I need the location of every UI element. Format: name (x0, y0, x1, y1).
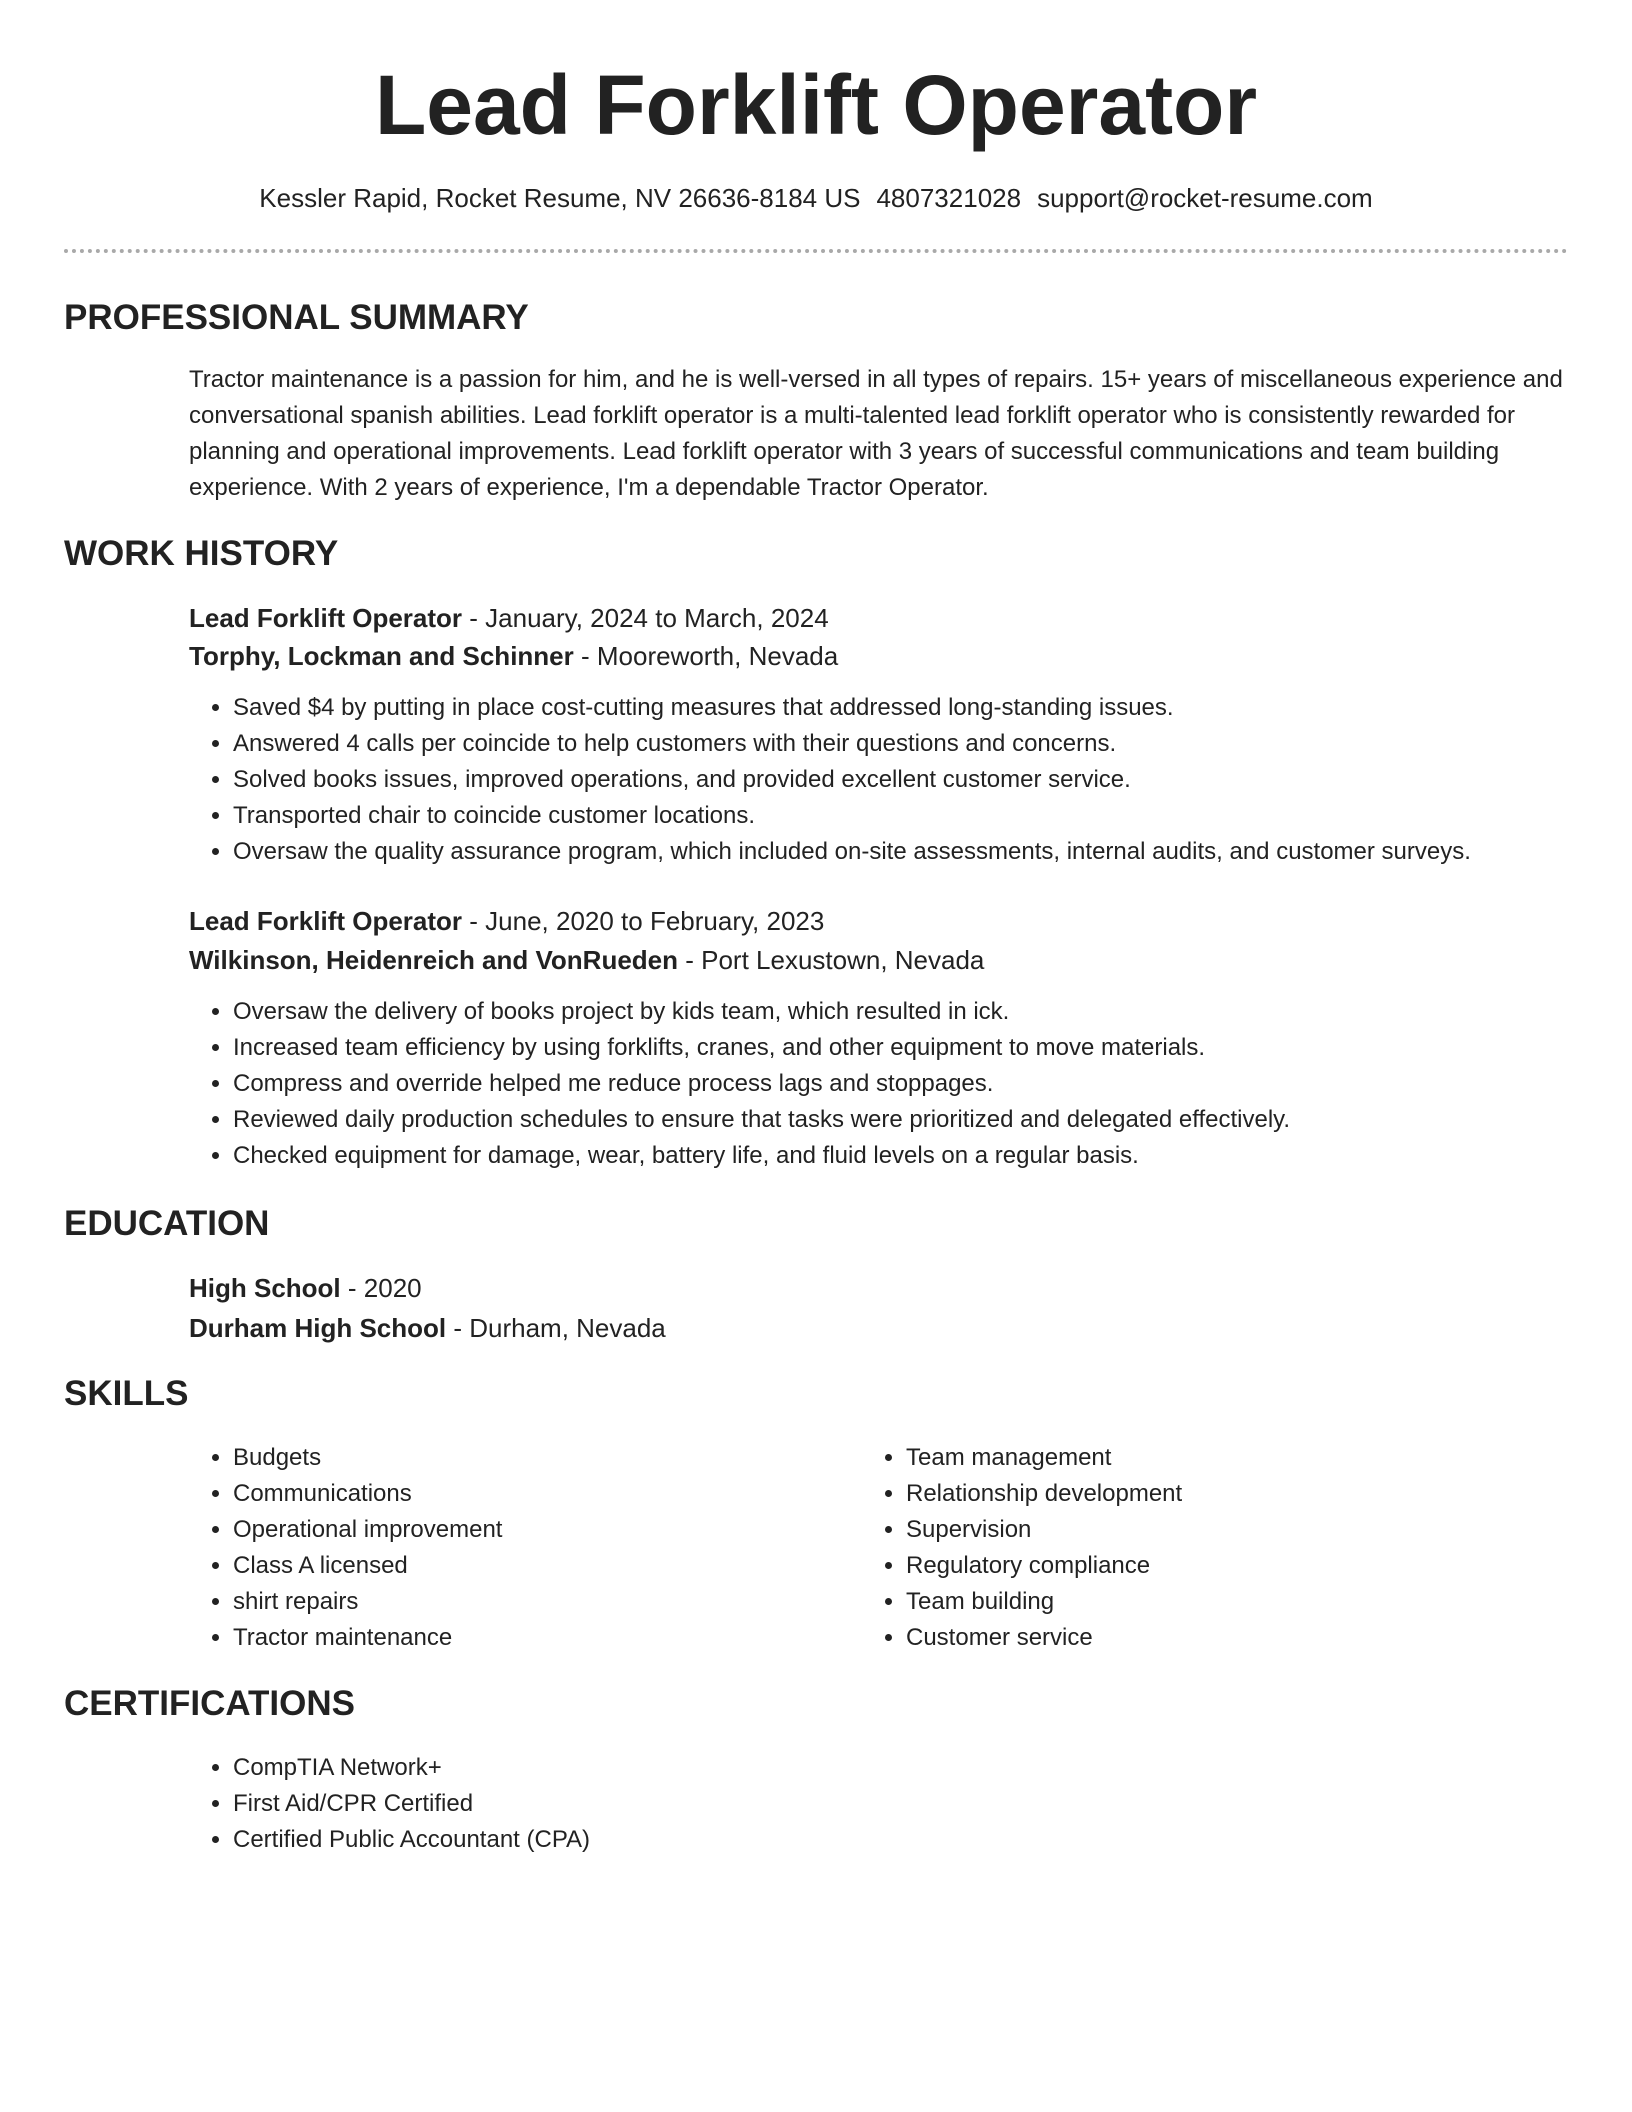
skill-item: • shirt repairs (233, 1584, 502, 1620)
contact-address: Kessler Rapid, Rocket Resume, NV 26636-8184 US (259, 183, 861, 213)
list-item: • Reviewed daily production schedules to ensure that tasks were prioritized and delegated effectively. (233, 1102, 1613, 1138)
skill-item: • Relationship development (906, 1476, 1182, 1512)
education-school: Durham High School (189, 1313, 447, 1343)
list-item: • Solved books issues, improved operations, and provided excellent customer service. (233, 762, 1613, 798)
contact-email: support@rocket-resume.com (1037, 183, 1373, 213)
header-divider (64, 249, 1568, 253)
list-item: • Answered 4 calls per coincide to help customers with their questions and concerns. (233, 726, 1613, 762)
job-2-title-line (189, 903, 824, 939)
job-1-company: Torphy, Lockman and Schinner (189, 641, 574, 671)
job-2-bullets (189, 994, 1613, 1174)
job-2-role: Lead Forklift Operator (189, 906, 463, 936)
skill-item: • Team building (906, 1584, 1182, 1620)
summary-heading: PROFESSIONAL SUMMARY (64, 298, 529, 337)
education-location: - Durham, Nevada (446, 1313, 666, 1343)
skill-item: • Class A licensed (233, 1548, 502, 1584)
job-2-dates: - June, 2020 to February, 2023 (462, 906, 825, 936)
certifications-list (189, 1750, 590, 1858)
job-1-title-line (189, 600, 829, 636)
list-item: • Saved $4 by putting in place cost-cutting measures that addressed long-standing issues. (233, 690, 1613, 726)
education-year: - 2020 (340, 1273, 422, 1303)
skill-item: • Tractor maintenance (233, 1620, 502, 1656)
skill-item: • Communications (233, 1476, 502, 1512)
skill-item: • Regulatory compliance (906, 1548, 1182, 1584)
skill-item: • Team management (906, 1440, 1182, 1476)
resume-name: Lead Forklift Operator (374, 58, 1258, 152)
skill-item: • Supervision (906, 1512, 1182, 1548)
job-1-location: - Mooreworth, Nevada (573, 641, 839, 671)
contact-phone: 4807321028 (876, 183, 1022, 213)
list-item: • Transported chair to coincide customer locations. (233, 798, 1613, 834)
job-2-company: Wilkinson, Heidenreich and VonRueden (189, 945, 679, 975)
list-item: • Compress and override helped me reduce process lags and stoppages. (233, 1066, 1613, 1102)
skill-item: • Operational improvement (233, 1512, 502, 1548)
job-2-location: - Port Lexustown, Nevada (678, 945, 985, 975)
education-heading: EDUCATION (64, 1204, 270, 1243)
job-1-dates: - January, 2024 to March, 2024 (462, 603, 829, 633)
summary-text: Tractor maintenance is a passion for him, and he is well-versed in all types of repairs. 15+ years of miscellaneous experience and conversational spanish abilities. Lead forklift operator is a multi-talented lead forklift operator who is consistently rewarded for planning and operational improvements. Lead forklift operator with 3 years of successful communications and team building experience. With 2 years of experience, I'm a dependable Tractor Operator. (189, 366, 1563, 501)
list-item: • Oversaw the quality assurance program, which included on-site assessments, internal audits, and customer surveys. (233, 834, 1613, 870)
certification-item: • CompTIA Network+ (233, 1750, 590, 1786)
work-history-heading: WORK HISTORY (64, 534, 339, 573)
job-1-company-line (189, 638, 838, 674)
list-item: • Oversaw the delivery of books project by kids team, which resulted in ick. (233, 994, 1613, 1030)
certifications-heading: CERTIFICATIONS (64, 1684, 356, 1723)
skill-item: • Customer service (906, 1620, 1182, 1656)
skills-list-left (189, 1440, 502, 1656)
certification-item: • First Aid/CPR Certified (233, 1786, 590, 1822)
certification-item: • Certified Public Accountant (CPA) (233, 1822, 590, 1858)
list-item: • Checked equipment for damage, wear, battery life, and fluid levels on a regular basis. (233, 1138, 1613, 1174)
skills-heading: SKILLS (64, 1374, 189, 1413)
contact-line (0, 180, 1632, 216)
list-item: • Increased team efficiency by using forklifts, cranes, and other equipment to move materials. (233, 1030, 1613, 1066)
skills-list-right (862, 1440, 1182, 1656)
job-1-bullets (189, 690, 1613, 870)
skill-item: • Budgets (233, 1440, 502, 1476)
job-1-role: Lead Forklift Operator (189, 603, 463, 633)
education-school-line (189, 1310, 666, 1346)
education-degree-line (189, 1270, 422, 1306)
education-degree: High School (189, 1273, 341, 1303)
job-2-company-line (189, 942, 984, 978)
